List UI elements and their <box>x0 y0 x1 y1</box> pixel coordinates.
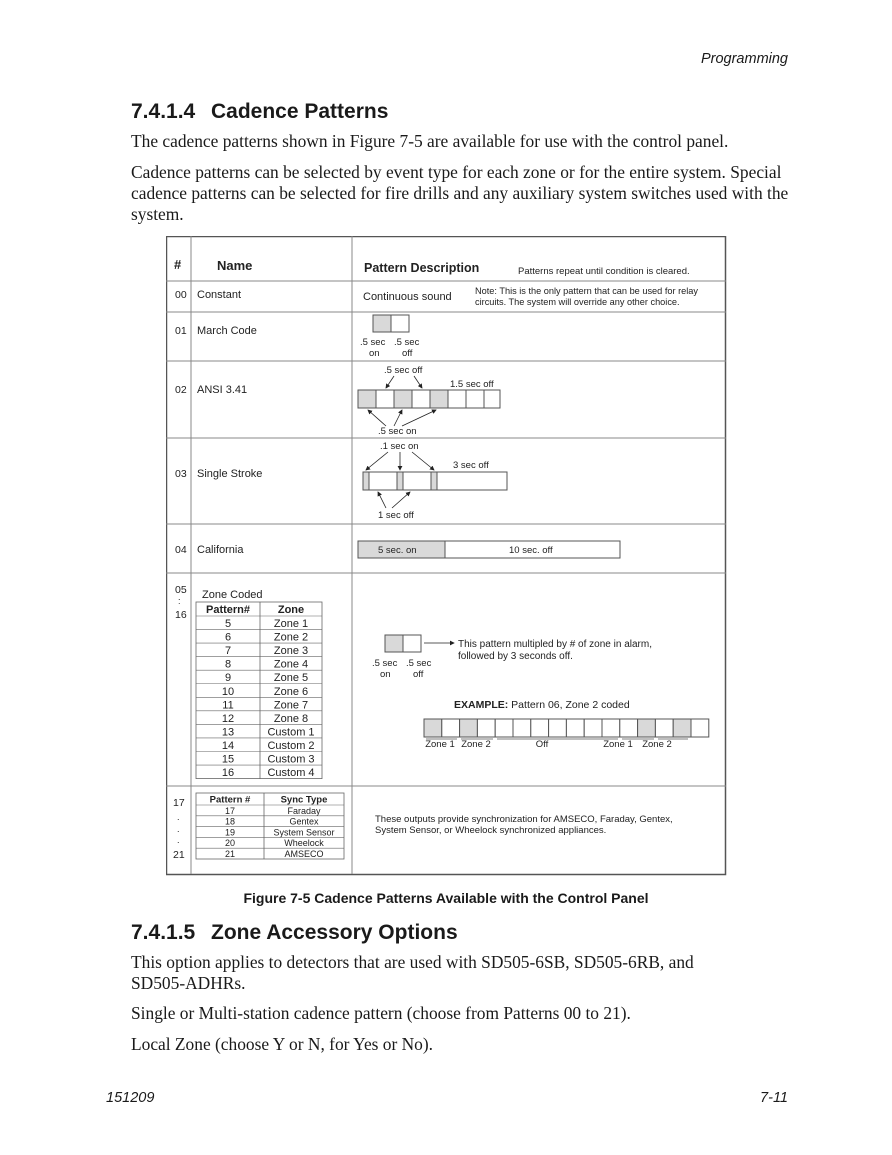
running-head: Programming <box>700 51 788 67</box>
section-number: 7.4.1.5 <box>131 921 196 944</box>
row-num-end: 21 <box>173 849 185 861</box>
zone-table-cell: Zone 5 <box>273 672 309 685</box>
example-cell <box>549 719 567 737</box>
example-cell <box>442 719 460 737</box>
zone-table-cell: 7 <box>224 645 232 658</box>
zone-table-cell: 8 <box>224 658 232 671</box>
range-dots: : <box>178 596 181 606</box>
example-cell <box>495 719 513 737</box>
paragraph: Single or Multi-station cadence pattern (choose from Patterns 00 to 21). <box>131 1003 631 1023</box>
zone-table-cell: Custom 2 <box>267 739 315 752</box>
sync-table-cell: AMSECO <box>284 849 324 859</box>
zone-table-cell: 9 <box>224 672 232 685</box>
row-note: Note: This is the only pattern that can be used for relay <box>475 286 699 296</box>
row-note: circuits. The system will override any other choice. <box>475 297 680 307</box>
sync-table-cell: 19 <box>224 827 236 838</box>
footer-page-number: 7-11 <box>760 1090 788 1106</box>
example-bold: EXAMPLE: <box>454 699 509 711</box>
zone-table-cell: 5 <box>224 618 232 630</box>
zone-table-cell: 13 <box>221 726 235 739</box>
label-on: .5 sec <box>372 658 398 669</box>
example-cell <box>655 719 673 737</box>
example-cell <box>424 719 442 737</box>
cadence-off-cell <box>391 315 409 332</box>
zone-table-cell: Zone 1 <box>273 618 309 630</box>
zone-table-cell: Zone 2 <box>273 631 309 644</box>
zone-table-cell: 16 <box>221 767 235 780</box>
section-heading-zone-accessory <box>131 921 458 945</box>
zone-table-cell: 14 <box>221 739 235 752</box>
range-dots: . <box>177 824 180 834</box>
example-cell <box>566 719 584 737</box>
example-label-item: Zone 2 <box>642 739 672 750</box>
zone-table-cell: 6 <box>224 631 232 644</box>
section-number: 7.4.1.4 <box>131 100 196 123</box>
sync-desc: System Sensor, or Wheelock synchronized appliances. <box>375 825 607 836</box>
paragraph: Cadence patterns can be selected by event type for each zone or for the entire system. Special cadence patterns can be selected for fire drills and any auxiliary system switches used with the system. <box>131 162 789 224</box>
ansi-pattern <box>358 390 500 408</box>
row-num: 02 <box>175 384 187 396</box>
sync-type-table <box>196 793 344 859</box>
zone-table-cell: Custom 1 <box>267 726 315 739</box>
example-cell <box>673 719 691 737</box>
cadence-off-cell <box>403 635 421 652</box>
header-desc: Pattern Description <box>364 261 480 275</box>
header-note: Patterns repeat until condition is cleared. <box>518 266 690 277</box>
example-labels <box>425 739 688 750</box>
row-name: ANSI 3.41 <box>197 384 248 396</box>
example-label-item: Off <box>535 739 549 750</box>
zone-table-cell: Custom 3 <box>267 753 315 766</box>
multiplier-note: This pattern multipled by # of zone in alarm, <box>458 639 652 650</box>
label-off: .5 sec <box>406 658 432 669</box>
row-desc: Continuous sound <box>363 291 452 303</box>
sync-table-cell: Wheelock <box>284 838 324 849</box>
zone-table-cell: Zone 7 <box>273 699 309 712</box>
section-heading-cadence-patterns <box>131 100 388 124</box>
sync-table-cell: 21 <box>224 849 236 859</box>
zone-table-cell: 10 <box>221 685 235 698</box>
footer-doc-number: 151209 <box>106 1090 155 1106</box>
example-cell <box>531 719 549 737</box>
example-cell <box>460 719 478 737</box>
zone-table-cell: Zone 6 <box>273 685 309 698</box>
sync-table-cell: 18 <box>224 816 236 827</box>
range-dots: . <box>177 812 180 822</box>
sync-table-cell: Faraday <box>287 805 321 816</box>
label-top: .5 sec off <box>384 365 423 376</box>
row-dividers <box>166 281 726 786</box>
row-name: Zone Coded <box>202 589 263 601</box>
example-text: Pattern 06, Zone 2 coded <box>508 699 630 711</box>
zone-table-cell: Custom 4 <box>267 767 315 780</box>
example-label-item: Zone 1 <box>603 739 633 750</box>
header-name: Name <box>217 258 253 273</box>
row-name: California <box>197 544 244 556</box>
sync-desc: These outputs provide synchronization for AMSECO, Faraday, Gentex, <box>375 814 673 825</box>
example-pattern <box>424 719 709 737</box>
paragraph: Local Zone (choose Y or N, for Yes or No). <box>131 1034 434 1054</box>
section-title: Zone Accessory Options <box>211 921 458 944</box>
zone-table-cell: 15 <box>221 753 235 766</box>
sync-table-cell: 17 <box>224 805 236 816</box>
example-label-item: Zone 1 <box>425 739 455 750</box>
header-num: # <box>174 257 182 272</box>
label-on: .5 sec <box>360 337 386 348</box>
label-right: 1.5 sec off <box>450 379 494 390</box>
row-num: 03 <box>175 468 187 480</box>
example-cell <box>620 719 638 737</box>
cadence-on-cell <box>385 635 403 652</box>
label-on: 5 sec. on <box>378 545 417 556</box>
row-num: 01 <box>175 325 187 337</box>
label-right: 3 sec off <box>453 460 489 471</box>
paragraph: This option applies to detectors that are used with SD505-6SB, SD505-6RB, and SD505-ADHRs. <box>131 952 694 993</box>
section-title: Cadence Patterns <box>211 100 389 123</box>
sync-table-cell: System Sensor <box>273 827 335 838</box>
multiplier-note: followed by 3 seconds off. <box>458 651 573 662</box>
example-cell <box>602 719 620 737</box>
sync-table-header: Pattern # <box>209 794 251 806</box>
zone-table-cell: Zone 3 <box>273 645 309 658</box>
example-cell <box>638 719 656 737</box>
row-num: 00 <box>175 289 187 301</box>
cadence-on-cell <box>373 315 391 332</box>
figure-caption: Figure 7-5 Cadence Patterns Available with the Control Panel <box>243 890 649 906</box>
label-top: .1 sec on <box>380 441 419 452</box>
zone-table-cell: 12 <box>221 712 235 725</box>
example-cell <box>691 719 709 737</box>
sync-table-cell: 20 <box>224 838 236 849</box>
zone-table-header: Pattern# <box>205 604 251 616</box>
paragraph: The cadence patterns shown in Figure 7-5 are available for use with the control panel. <box>131 131 729 151</box>
example-label-item: Zone 2 <box>461 739 491 750</box>
zone-table-cell: Zone 8 <box>273 712 309 725</box>
sync-table-header: Sync Type <box>280 794 328 806</box>
row-name: Constant <box>197 289 242 301</box>
zone-table-cell: Zone 4 <box>273 658 309 671</box>
label-off: off <box>402 348 413 359</box>
row-name: Single Stroke <box>197 468 263 480</box>
range-dots: . <box>177 835 180 845</box>
example-cell <box>477 719 495 737</box>
label-on: on <box>380 669 391 680</box>
row-name: March Code <box>197 325 257 337</box>
row-num-start: 05 <box>175 584 187 596</box>
label-on: on <box>369 348 380 359</box>
row-num-start: 17 <box>173 797 185 809</box>
cadence-patterns-figure <box>166 236 727 877</box>
label-off: off <box>413 669 424 680</box>
label-bottom: 1 sec off <box>378 510 414 521</box>
zone-table-header: Zone <box>277 604 305 616</box>
row-num: 04 <box>175 544 187 556</box>
sync-table-cell: Gentex <box>289 816 319 827</box>
label-bottom: .5 sec on <box>378 426 417 437</box>
zone-coded-table <box>196 602 322 779</box>
label-off: .5 sec <box>394 337 420 348</box>
row-num-end: 16 <box>175 609 187 621</box>
example-cell <box>513 719 531 737</box>
example-cell <box>584 719 602 737</box>
zone-table-cell: 11 <box>222 699 234 712</box>
single-stroke-pattern <box>363 472 507 490</box>
label-off: 10 sec. off <box>509 545 553 556</box>
example-label <box>454 699 630 711</box>
